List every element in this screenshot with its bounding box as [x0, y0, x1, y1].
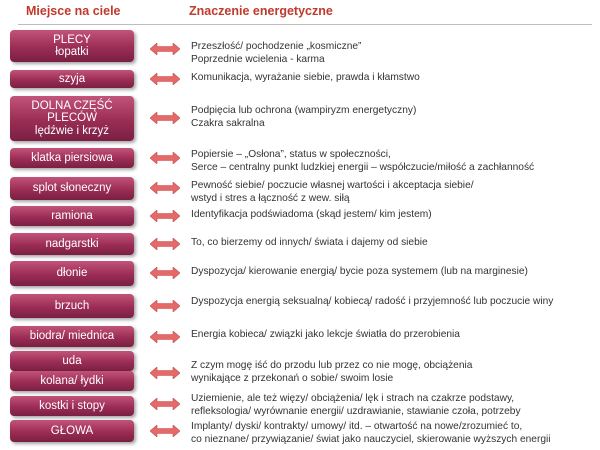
column-header-meaning: Znaczenie energetyczne: [189, 4, 333, 18]
meaning-text: [191, 209, 596, 222]
meaning-line: Czakra sakralna: [191, 117, 265, 129]
body-part-box: [10, 206, 134, 226]
meaning-line: Podpięcia lub ochrona (wampiryzm energetyczny): [191, 105, 417, 116]
body-part-label: nadgarstki: [45, 237, 99, 250]
double-arrow-icon: [150, 210, 180, 222]
meaning-line: Serce – centralny punkt ludzkiej energii – współczucie/miłość a zachłanność: [191, 161, 535, 173]
meaning-line: Poprzednie wcielenia - karma: [191, 53, 325, 65]
double-arrow-icon: [150, 331, 180, 343]
body-part-box: [10, 396, 134, 416]
meaning-line: Przeszłość/ pochodzenie „kosmiczne”: [191, 41, 362, 52]
double-arrow-icon: [150, 425, 180, 437]
double-arrow-icon: [150, 152, 180, 164]
body-part-label: brzuch: [54, 299, 90, 312]
meaning-text: [191, 41, 596, 66]
meaning-line: Dyspozycja energią seksualną/ kobiecą/ radość i przyjemność lub poczucie winy: [191, 296, 554, 307]
body-part-box: [10, 371, 134, 391]
double-arrow-icon: [150, 267, 180, 279]
meaning-line: Z czym mogę iść do przodu lub przez co nie mogę, obciążenia: [191, 360, 473, 371]
meaning-text: [191, 237, 596, 250]
double-arrow-icon: [150, 43, 180, 55]
meaning-text: [191, 266, 596, 279]
double-arrow-icon: [150, 367, 180, 379]
meaning-text: [191, 72, 596, 85]
double-arrow-icon: [150, 73, 180, 85]
meaning-text: [191, 421, 596, 446]
body-part-label: uda: [62, 354, 82, 367]
meaning-line: Identyfikacja podświadoma (skąd jestem/ kim jestem): [191, 209, 432, 220]
meaning-line: Uziemienie, ale też więzy/ obciążenia/ lęk i strach na czakrze podstawy,: [191, 393, 515, 404]
double-arrow-icon: [150, 238, 180, 250]
body-part-box: [10, 30, 134, 62]
double-arrow-icon: [150, 398, 180, 410]
body-part-label: PLECÓW: [47, 112, 97, 125]
double-arrow-icon: [150, 182, 180, 194]
double-arrow-icon: [150, 112, 180, 124]
body-part-label: PLECY: [53, 33, 91, 46]
body-part-box: [10, 233, 134, 255]
meaning-text: [191, 296, 596, 309]
body-part-label: GŁOWA: [50, 424, 94, 437]
body-part-label: klatka piersiowa: [31, 151, 113, 164]
body-part-label: DOLNA CZĘŚĆ: [31, 99, 113, 112]
meaning-text: [191, 149, 596, 174]
body-part-box: [10, 294, 134, 318]
meaning-line: Dyspozycja/ kierowanie energią/ bycie poza systemem (lub na marginesie): [191, 266, 528, 277]
body-part-label: splot słoneczny: [32, 182, 112, 195]
body-part-box: [10, 148, 134, 168]
body-part-label: szyja: [58, 72, 86, 85]
body-part-box: [10, 177, 134, 200]
meaning-line: refleksologia/ wyrównanie energii/ uzdrawianie, stawianie czoła, potrzeby: [191, 405, 521, 417]
column-header-body-place: Miejsce na ciele: [26, 4, 121, 18]
meaning-line: Energia kobieca/ związki jako lekcje światła do przerobienia: [191, 329, 460, 340]
body-part-label: biodra/ miednica: [29, 330, 115, 343]
body-part-box: [10, 70, 134, 88]
body-part-label: lędźwie i krzyż: [34, 124, 110, 137]
meaning-line: Pewność siebie/ poczucie własnej wartości i akceptacja siebie/: [191, 180, 474, 191]
body-part-box: [10, 261, 134, 286]
meaning-line: Implanty/ dyski/ kontrakty/ umowy/ itd. – otwartość na nowe/zrozumieć to,: [191, 421, 523, 432]
meaning-line: co nieznane/ przywiązanie/ świat jako nauczyciel, skierowanie wyższych energii: [191, 433, 551, 445]
meaning-line: To, co bierzemy od innych/ świata i dajemy od siebie: [191, 237, 428, 248]
meaning-line: wstyd i stres a łączność z wew. siłą: [191, 192, 350, 204]
body-part-label: kolana/ łydki: [40, 374, 104, 387]
meaning-text: [191, 329, 596, 342]
meaning-text: [191, 360, 596, 373]
body-part-box: [10, 96, 134, 141]
body-part-label: dłonie: [56, 267, 88, 280]
meaning-line: wynikające z przekonań o sobie/ swoim losie: [191, 373, 394, 384]
body-part-label: kostki i stopy: [39, 399, 105, 412]
meaning-text: [191, 373, 596, 386]
meaning-text: [191, 393, 596, 418]
meaning-line: Komunikacja, wyrażanie siebie, prawda i kłamstwo: [191, 72, 420, 83]
meaning-line: Popiersie – „Osłona”, status w społeczności,: [191, 149, 391, 160]
meaning-text: [191, 105, 596, 130]
double-arrow-icon: [150, 300, 180, 312]
meaning-text: [191, 180, 596, 205]
body-part-label: łopatki: [55, 46, 89, 58]
body-part-box: [10, 326, 134, 347]
body-part-box: [10, 351, 134, 371]
header-divider: [18, 24, 592, 25]
body-part-box: [10, 420, 134, 442]
body-part-label: ramiona: [51, 209, 93, 222]
